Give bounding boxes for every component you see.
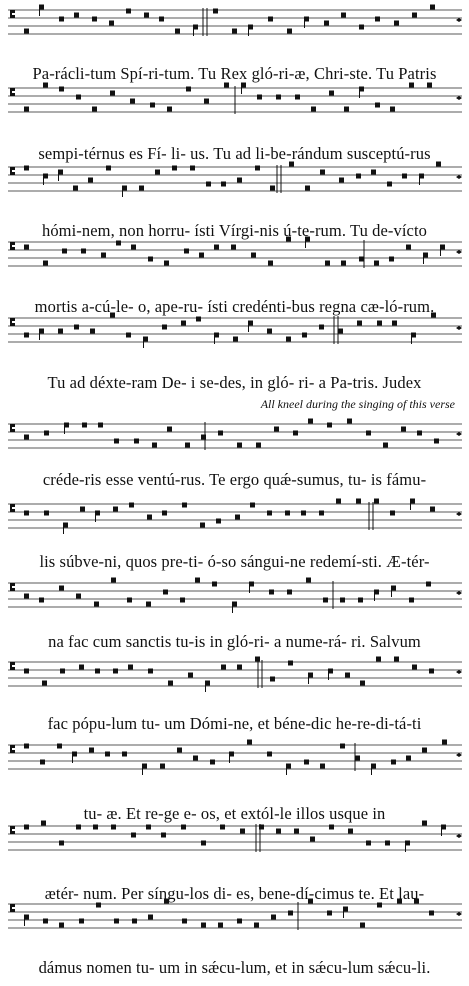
lyric-line: Pa-rácli-tum Spí-ri-tum. Tu Rex gló-ri-æ, Chri-ste. Tu Patris <box>32 64 437 83</box>
neume-icon <box>95 669 100 674</box>
neume-icon <box>175 29 180 34</box>
neume-icon <box>359 257 364 262</box>
neume-icon <box>185 443 190 448</box>
neume-icon <box>164 261 169 266</box>
neume-icon <box>426 582 431 587</box>
neume-icon <box>24 107 29 112</box>
neume-icon <box>360 681 365 686</box>
neume-icon <box>172 166 177 171</box>
neume-icon <box>106 166 111 171</box>
neume-icon <box>268 17 273 22</box>
neume-icon <box>44 431 49 436</box>
neume-icon <box>43 261 48 266</box>
c-clef-icon <box>10 318 15 326</box>
neume-icon <box>58 329 63 334</box>
neume-icon <box>128 665 133 670</box>
c-clef-icon <box>10 88 15 96</box>
neume-icon <box>204 99 209 104</box>
neume-icon <box>181 321 186 326</box>
neume-icon <box>402 174 407 179</box>
neume-icon <box>24 744 29 749</box>
neume-icon <box>199 253 204 258</box>
neume-icon <box>294 829 299 834</box>
neume-icon <box>254 923 259 928</box>
neume-icon <box>24 669 29 674</box>
neume-icon <box>247 740 252 745</box>
neume-icon <box>80 507 85 512</box>
neume-icon <box>271 915 276 920</box>
neume-icon <box>320 764 325 769</box>
neume-icon <box>24 825 29 830</box>
neume-icon <box>60 669 65 674</box>
neume-icon <box>182 919 187 924</box>
neume-icon <box>180 598 185 603</box>
neume-icon <box>348 829 353 834</box>
neume-icon <box>306 578 311 583</box>
neume-icon <box>92 107 97 112</box>
neume-icon <box>111 578 116 583</box>
neume-icon <box>347 419 352 424</box>
neume-icon <box>220 825 225 830</box>
neume-icon <box>148 257 153 262</box>
neume-icon <box>270 186 275 191</box>
lyric-line: hómi-nem, non horru- ísti Vírgi-nis ú-te-rum. Tu de-vícto <box>41 221 428 240</box>
rubric: All kneel during the singing of this verse <box>260 397 455 411</box>
neume-icon <box>429 669 434 674</box>
neume-icon <box>376 657 381 662</box>
neume-icon <box>387 182 392 187</box>
neume-icon <box>177 748 182 753</box>
neume-icon <box>186 87 191 92</box>
neume-icon <box>148 915 153 920</box>
neume-icon <box>232 29 237 34</box>
neume-icon <box>383 443 388 448</box>
neume-icon <box>159 17 164 22</box>
neume-icon <box>285 511 290 516</box>
neume-icon <box>134 439 139 444</box>
neume-icon <box>339 178 344 183</box>
neume-icon <box>390 107 395 112</box>
neume-icon <box>340 598 345 603</box>
neume-icon <box>76 95 81 100</box>
neume-icon <box>181 825 186 830</box>
neume-icon <box>237 665 242 670</box>
custos-icon <box>456 512 462 516</box>
neume-icon <box>184 249 189 254</box>
neume-icon <box>114 439 119 444</box>
lyric-line: mortis a-cú-le- o, ape-ru- ísti credénti-bus regna cæ-ló-rum. <box>34 297 435 316</box>
neume-icon <box>146 602 151 607</box>
neume-icon <box>422 748 427 753</box>
neume-icon <box>357 321 362 326</box>
neume-icon <box>237 178 242 183</box>
neume-icon <box>293 431 298 436</box>
neume-icon <box>251 253 256 258</box>
neume-icon <box>59 586 64 591</box>
custos-icon <box>456 912 462 916</box>
neume-icon <box>392 321 397 326</box>
custos-icon <box>456 432 462 436</box>
lyric-line: sempi-térnus es Fí- li- us. Tu ad li-be-rándum susceptú-rus <box>38 144 431 163</box>
neume-icon <box>147 515 152 520</box>
neume-icon <box>267 752 272 757</box>
neume-icon <box>73 186 78 191</box>
neume-icon <box>42 681 47 686</box>
neume-icon <box>340 744 345 749</box>
neume-icon <box>126 9 131 14</box>
neume-icon <box>155 170 160 175</box>
neume-icon <box>131 245 136 250</box>
neume-icon <box>401 427 406 432</box>
neume-icon <box>94 602 99 607</box>
lyric-line: dámus nomen tu- um in sǽcu-lum, et in sǽcu-lum sǽcu-li. <box>38 958 431 977</box>
c-clef-icon <box>10 504 15 512</box>
neume-icon <box>109 21 114 26</box>
neume-icon <box>221 182 226 187</box>
neume-icon <box>323 598 328 603</box>
neume-icon <box>366 841 371 846</box>
neume-icon <box>255 166 260 171</box>
neume-icon <box>62 249 67 254</box>
neume-icon <box>59 841 64 846</box>
neume-icon <box>218 431 223 436</box>
neume-icon <box>257 95 262 100</box>
neume-icon <box>356 174 361 179</box>
neume-icon <box>302 333 307 338</box>
neume-icon <box>308 419 313 424</box>
neume-icon <box>442 740 447 745</box>
neume-icon <box>356 499 361 504</box>
neume-icon <box>311 107 316 112</box>
neume-icon <box>114 919 119 924</box>
neume-icon <box>44 511 49 516</box>
neume-icon <box>434 439 439 444</box>
neume-icon <box>250 503 255 508</box>
neume-icon <box>160 764 165 769</box>
custos-icon <box>456 175 462 179</box>
neume-icon <box>325 261 330 266</box>
neume-icon <box>375 103 380 108</box>
custos-icon <box>456 250 462 254</box>
neume-icon <box>358 598 363 603</box>
lyric-line: tu- æ. Et re-ge e- os, et extól-le illos usque in <box>83 804 386 823</box>
neume-icon <box>287 590 292 595</box>
neume-icon <box>59 87 64 92</box>
custos-icon <box>456 96 462 100</box>
lyric-line: fac pópu-lum tu- um Dómi-ne, et béne-dic he-re-di-tá-ti <box>47 714 422 733</box>
neume-icon <box>406 756 411 761</box>
neume-icon <box>57 744 62 749</box>
neume-icon <box>216 519 221 524</box>
lyric-line: Tu ad déxte-ram De- i se-des, in gló- ri- a Pa-tris. Judex <box>47 373 422 392</box>
neume-icon <box>122 752 127 757</box>
neume-icon <box>430 5 435 10</box>
neume-icon <box>274 427 279 432</box>
custos-icon <box>456 670 462 674</box>
neume-icon <box>79 665 84 670</box>
neume-icon <box>371 170 376 175</box>
neume-icon <box>24 435 29 440</box>
neume-icon <box>24 594 29 599</box>
neume-icon <box>360 923 365 928</box>
neume-icon <box>59 923 64 928</box>
neume-icon <box>167 107 172 112</box>
neume-icon <box>412 665 417 670</box>
c-clef-icon <box>10 10 15 18</box>
neume-icon <box>193 756 198 761</box>
neume-icon <box>276 95 281 100</box>
neume-icon <box>267 329 272 334</box>
neume-icon <box>89 748 94 753</box>
neume-icon <box>144 13 149 18</box>
neume-icon <box>201 923 206 928</box>
lyric-line: lis súbve-ni, quos pre-ti- ó-so sángui-ne redemí-sti. Æ-tér- <box>39 552 430 571</box>
neume-icon <box>366 431 371 436</box>
neume-icon <box>406 245 411 250</box>
neume-icon <box>319 325 324 330</box>
neume-icon <box>338 329 343 334</box>
neume-icon <box>59 17 64 22</box>
neume-icon <box>231 245 236 250</box>
c-clef-icon <box>10 745 15 753</box>
neume-icon <box>139 186 144 191</box>
neume-icon <box>304 760 309 765</box>
neume-icon <box>341 261 346 266</box>
neume-icon <box>237 443 242 448</box>
neume-icon <box>213 9 218 14</box>
neume-icon <box>324 21 329 26</box>
neume-icon <box>24 166 29 171</box>
neume-icon <box>412 13 417 18</box>
neume-icon <box>150 103 155 108</box>
c-clef-icon <box>10 904 15 912</box>
neume-icon <box>161 833 166 838</box>
neume-icon <box>24 511 29 516</box>
neume-icon <box>417 431 422 436</box>
neume-icon <box>389 257 394 262</box>
neume-icon <box>374 499 379 504</box>
neume-icon <box>329 825 334 830</box>
neume-icon <box>40 760 45 765</box>
neume-icon <box>190 166 195 171</box>
neume-icon <box>196 317 201 322</box>
c-clef-icon <box>10 826 15 834</box>
neume-icon <box>98 423 103 428</box>
neume-icon <box>319 511 324 516</box>
neume-icon <box>375 17 380 22</box>
neume-icon <box>88 178 93 183</box>
custos-icon <box>456 834 462 838</box>
neume-icon <box>93 825 98 830</box>
neume-icon <box>374 261 379 266</box>
neume-icon <box>305 186 310 191</box>
neume-icon <box>270 677 275 682</box>
lyric-line: na fac cum sanctis tu-is in gló-ri- a nume-rá- ri. Salvum <box>48 632 421 651</box>
neume-icon <box>113 669 118 674</box>
neume-icon <box>409 598 414 603</box>
neume-icon <box>101 253 106 258</box>
neume-icon <box>182 503 187 508</box>
neume-icon <box>200 523 205 528</box>
neume-icon <box>111 825 116 830</box>
lyric-line: créde-ris esse ventú-rus. Te ergo quǽ-sumus, tu- is fámu- <box>42 470 427 489</box>
neume-icon <box>287 29 292 34</box>
c-clef-icon <box>10 167 15 175</box>
neume-icon <box>116 241 121 246</box>
neume-icon <box>146 825 151 830</box>
neume-icon <box>359 25 364 30</box>
neume-icon <box>295 95 300 100</box>
neume-icon <box>310 837 315 842</box>
neume-icon <box>394 657 399 662</box>
neume-icon <box>201 841 206 846</box>
custos-icon <box>456 326 462 330</box>
neume-icon <box>390 511 395 516</box>
neume-icon <box>327 911 332 916</box>
neume-icon <box>286 337 291 342</box>
neume-icon <box>105 752 110 757</box>
neume-icon <box>148 669 153 674</box>
neume-icon <box>355 756 360 761</box>
neume-icon <box>288 911 293 916</box>
neume-icon <box>212 582 217 587</box>
neume-icon <box>210 760 215 765</box>
c-clef-icon <box>10 662 15 670</box>
neume-icon <box>76 594 81 599</box>
neume-icon <box>329 91 334 96</box>
neume-icon <box>110 91 115 96</box>
neume-icon <box>39 598 44 603</box>
neume-icon <box>345 673 350 678</box>
neume-icon <box>79 919 84 924</box>
neume-icon <box>90 329 95 334</box>
neume-icon <box>430 507 435 512</box>
neume-icon <box>269 590 274 595</box>
neume-icon <box>320 170 325 175</box>
neume-icon <box>429 911 434 916</box>
neume-icon <box>24 333 29 338</box>
custos-icon <box>456 591 462 595</box>
neume-icon <box>218 923 223 928</box>
c-clef-icon <box>10 424 15 432</box>
neume-icon <box>288 661 293 666</box>
neume-icon <box>43 919 48 924</box>
neume-icon <box>162 511 167 516</box>
neume-icon <box>168 681 173 686</box>
neume-icon <box>74 325 79 330</box>
neume-icon <box>131 833 136 838</box>
custos-icon <box>456 753 462 757</box>
neume-icon <box>341 13 346 18</box>
neume-icon <box>327 423 332 428</box>
lyric-line: ætér- num. Per síngu-los di- es, bene-dí-cimus te. Et lau- <box>44 884 425 903</box>
c-clef-icon <box>10 242 15 250</box>
neume-icon <box>267 511 272 516</box>
neume-icon <box>188 673 193 678</box>
neume-icon <box>24 245 29 250</box>
neume-icon <box>377 321 382 326</box>
neume-icon <box>113 507 118 512</box>
neume-icon <box>132 919 137 924</box>
neume-icon <box>214 245 219 250</box>
neume-icon <box>233 337 238 342</box>
neume-icon <box>240 829 245 834</box>
neume-icon <box>237 919 242 924</box>
neume-icon <box>127 598 132 603</box>
neume-icon <box>162 325 167 330</box>
neume-icon <box>82 423 87 428</box>
neume-icon <box>74 13 79 18</box>
neume-icon <box>256 443 261 448</box>
neume-icon <box>81 249 86 254</box>
neume-icon <box>385 841 390 846</box>
neume-icon <box>167 427 172 432</box>
neume-icon <box>24 29 29 34</box>
c-clef-icon <box>10 583 15 591</box>
neume-icon <box>195 578 200 583</box>
neume-icon <box>394 21 399 26</box>
neume-icon <box>235 515 240 520</box>
neume-icon <box>221 665 226 670</box>
neume-icon <box>301 511 306 516</box>
neume-icon <box>163 590 168 595</box>
neume-icon <box>92 17 97 22</box>
neume-icon <box>129 503 134 508</box>
custos-icon <box>456 18 462 22</box>
neume-icon <box>391 760 396 765</box>
neume-icon <box>268 261 273 266</box>
neume-icon <box>126 333 131 338</box>
neume-icon <box>344 107 349 112</box>
neume-icon <box>336 499 341 504</box>
neume-icon <box>152 443 157 448</box>
neume-icon <box>276 829 281 834</box>
neume-icon <box>130 99 135 104</box>
neume-icon <box>76 825 81 830</box>
neume-icon <box>206 182 211 187</box>
